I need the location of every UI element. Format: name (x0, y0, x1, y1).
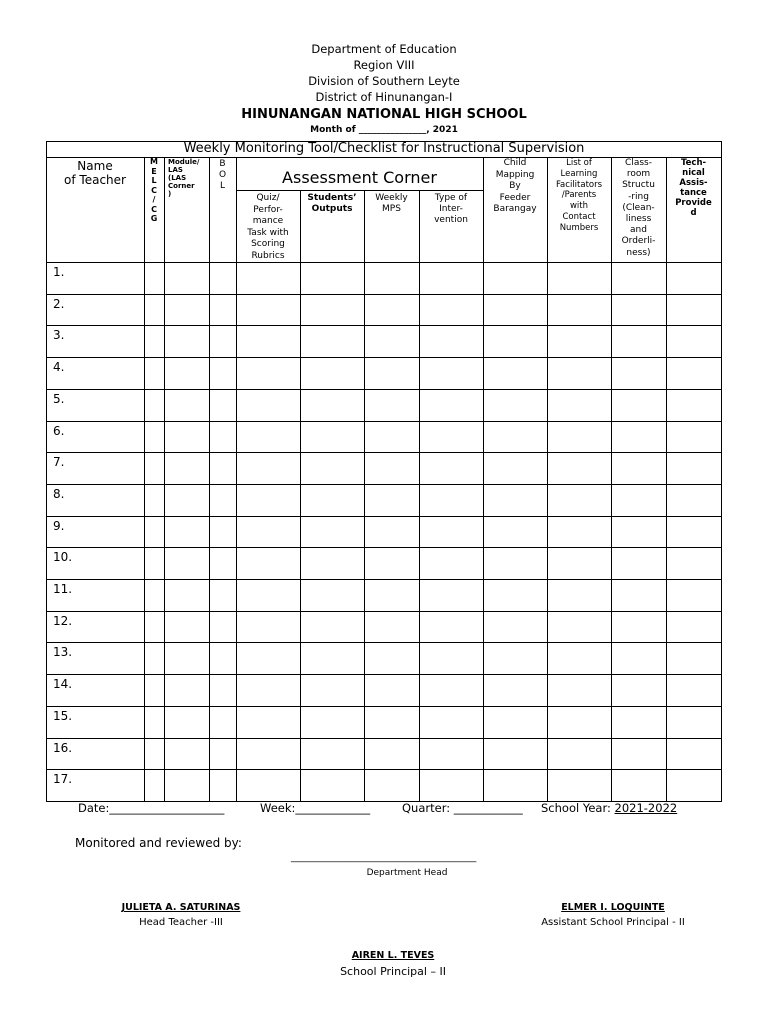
department-name: Department of Education (311, 42, 457, 56)
head-teacher-position: Head Teacher -III (139, 917, 223, 928)
region-name: Region VIII (353, 58, 415, 72)
table-row-number: 8. (53, 487, 65, 501)
table-row-number: 2. (53, 297, 65, 311)
week-field: Week:_____________ (260, 801, 371, 815)
date-field: Date:____________________ (78, 801, 225, 815)
division-name: Division of Southern Leyte (308, 74, 460, 88)
col-bol: B O L (218, 159, 227, 191)
table-row-number: 16. (53, 741, 73, 755)
row-divider (46, 325, 722, 326)
table-row-number: 3. (53, 328, 65, 342)
table-row-number: 14. (53, 677, 73, 691)
district-name: District of Hinunangan-I (315, 90, 453, 104)
head-teacher-name: JULIETA A. SATURINAS (121, 902, 241, 913)
row-divider (46, 389, 722, 390)
department-head-label: Department Head (366, 868, 448, 878)
row-divider (46, 611, 722, 612)
row-divider (46, 294, 722, 295)
table-row-number: 5. (53, 392, 65, 406)
department-head-signature-line: _______________________________________ (291, 852, 477, 863)
table-row-number: 12. (53, 614, 73, 628)
row-divider (46, 452, 722, 453)
school-year-value: 2021-2022 (614, 801, 678, 815)
row-divider (46, 547, 722, 548)
table-row-number: 6. (53, 424, 65, 438)
table-row-number: 9. (53, 519, 65, 533)
table-row-number: 11. (53, 582, 73, 596)
col-classroom-structuring: Class- room Structu -ring (Clean- liness and Orderli- ness) (621, 158, 656, 258)
col-students-outputs: Students’ Outputs (307, 193, 357, 214)
col-module-las: Module/ LAS (LAS Corner ) (168, 158, 200, 198)
row-divider (46, 516, 722, 517)
row-divider (46, 484, 722, 485)
table-title: Weekly Monitoring Tool/Checklist for Instructional Supervision (183, 141, 585, 156)
col-melc-cg: M E L C / C G (150, 157, 158, 223)
col-name-of-teacher: Name of Teacher (64, 159, 126, 187)
table-row-number: 10. (53, 550, 73, 564)
assistant-principal-position: Assistant School Principal - II (541, 917, 685, 928)
table-row-number: 17. (53, 772, 73, 786)
row-divider (46, 738, 722, 739)
assessment-corner-header: Assessment Corner (282, 168, 437, 187)
col-child-mapping: Child Mapping By Feeder Barangay (493, 158, 537, 214)
col-weekly-mps: Weekly MPS (375, 193, 408, 214)
school-year-field (541, 801, 677, 815)
monitored-by-label: Monitored and reviewed by: (75, 836, 242, 850)
assistant-principal-name: ELMER I. LOQUINTE (561, 902, 665, 913)
col-technical-assistance: Tech- nical Assis- tance Provide d (675, 158, 712, 218)
row-divider (46, 706, 722, 707)
row-divider (46, 642, 722, 643)
row-divider (46, 674, 722, 675)
school-name: HINUNANGAN NATIONAL HIGH SCHOOL (241, 107, 527, 122)
table-row-number: 1. (53, 265, 65, 279)
row-divider (46, 421, 722, 422)
col-learning-facilitators: List of Learning Facilitators /Parents with Contact Numbers (555, 158, 603, 233)
principal-position: School Principal – II (340, 965, 446, 978)
table-row-number: 13. (53, 645, 73, 659)
row-divider (46, 769, 722, 770)
table-row-number: 4. (53, 360, 65, 374)
monitoring-table (46, 141, 722, 802)
row-divider (46, 579, 722, 580)
col-type-of-intervention: Type of Inter- vention (434, 193, 468, 225)
table-row-number: 7. (53, 455, 65, 469)
col-quiz-performance-task: Quiz/ Perfor- mance Task with Scoring Rubrics (247, 193, 289, 261)
quarter-field: Quarter: ____________ (402, 801, 523, 815)
school-year-label: School Year: (541, 801, 615, 815)
principal-name: AIREN L. TEVES (351, 950, 435, 961)
month-field: Month of _______________, 2021 (310, 125, 458, 135)
row-divider (46, 357, 722, 358)
table-row-number: 15. (53, 709, 73, 723)
